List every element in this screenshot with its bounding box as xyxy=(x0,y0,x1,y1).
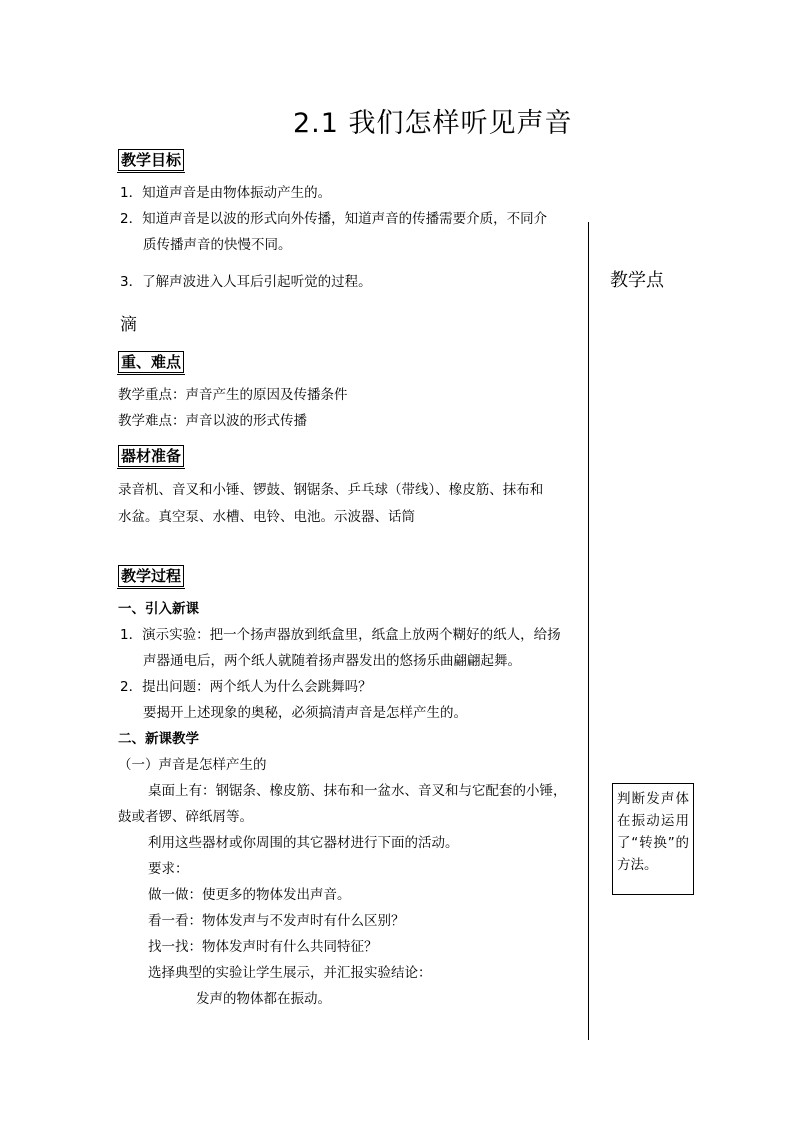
process-heading-new-lesson: 二、新课教学 xyxy=(118,731,199,747)
section-heading-objectives: 教学目标 xyxy=(118,149,184,171)
objective-item-1: 1．知道声音是由物体振动产生的。 xyxy=(120,185,332,201)
key-point-focus: 教学重点：声音产生的原因及传播条件 xyxy=(118,387,348,403)
activity-do: 做一做：使更多的物体发出声音。 xyxy=(148,887,351,903)
process-subheading-1: （一）声音是怎样产生的 xyxy=(118,757,267,773)
section-heading-materials: 器材准备 xyxy=(118,445,184,467)
process-item-3: 要揭开上述现象的奥秘，必须搞清声音是怎样产生的。 xyxy=(143,705,467,721)
desk-items-line2: 鼓或者锣、碎纸屑等。 xyxy=(118,809,253,825)
experiment-conclusion: 发声的物体都在振动。 xyxy=(196,991,331,1007)
desk-items-line1: 桌面上有：钢锯条、橡皮筋、抹布和一盆水、音叉和与它配套的小锤， xyxy=(148,783,567,799)
section-heading-key-points: 重、难点 xyxy=(118,351,184,373)
use-materials-text: 利用这些器材或你周围的其它器材进行下面的活动。 xyxy=(148,835,459,851)
objective-item-2-line2: 质传播声音的快慢不同。 xyxy=(143,237,292,253)
activity-find: 找一找：物体发声时有什么共同特征？ xyxy=(148,939,378,955)
margin-note: 判断发声体在振动运用了“转换”的方法。 xyxy=(612,783,694,895)
process-item-2: 2．提出问题：两个纸人为什么会跳舞吗？ xyxy=(120,679,372,695)
objective-item-3: 3．了解声波进入人耳后引起听觉的过程。 xyxy=(120,274,372,290)
materials-line-2: 水盆。真空泵、水槽、电铃、电池。示波器、话筒 xyxy=(118,509,415,525)
key-point-difficulty: 教学难点：声音以波的形式传播 xyxy=(118,413,307,429)
page-title: 2.1 我们怎样听见声音 xyxy=(293,108,573,139)
process-item-1-line2: 声器通电后，两个纸人就随着扬声器发出的悠扬乐曲翩翩起舞。 xyxy=(143,653,521,669)
margin-label: 教学点 xyxy=(610,270,664,291)
experiment-instruction: 选择典型的实验让学生展示，并汇报实验结论： xyxy=(148,965,432,981)
margin-divider xyxy=(588,222,589,1040)
section-heading-process: 教学过程 xyxy=(118,565,184,587)
objective-item-2-line1: 2．知道声音是以波的形式向外传播，知道声音的传播需要介质，不同介 xyxy=(120,211,548,227)
process-item-1-line1: 1．演示实验：把一个扬声器放到纸盒里，纸盒上放两个糊好的纸人，给扬 xyxy=(120,627,561,643)
activity-look: 看一看：物体发声与不发声时有什么区别？ xyxy=(148,913,405,929)
stray-character: 滴 xyxy=(120,315,137,335)
process-heading-intro: 一、引入新课 xyxy=(118,601,199,617)
materials-line-1: 录音机、音叉和小锤、锣鼓、钢锯条、乒乓球（带线）、橡皮筋、抹布和 xyxy=(118,482,544,498)
requirements-label: 要求： xyxy=(148,861,189,877)
